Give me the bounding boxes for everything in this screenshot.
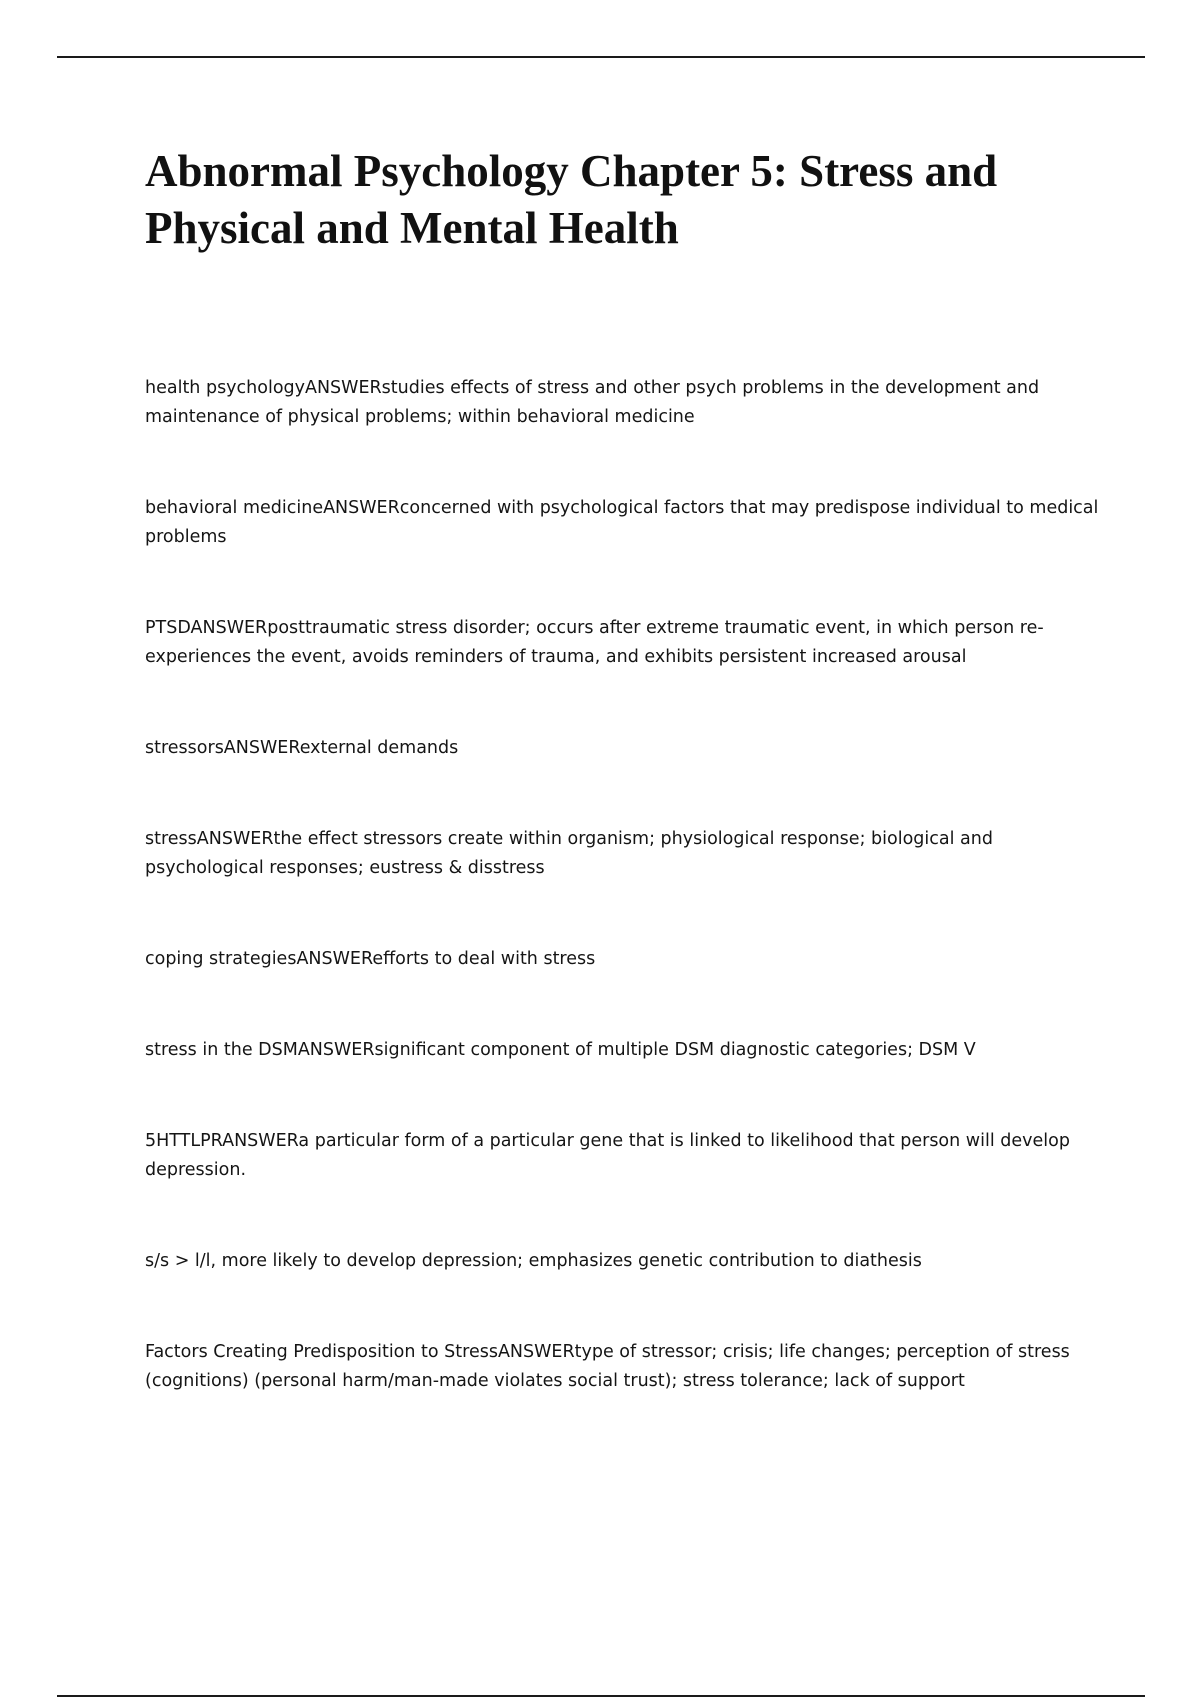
flashcard-entry: Factors Creating Predisposition to StressANSWERtype of stressor; crisis; life changes; perception of stress (cognitions) (personal harm/man-made violates social trust); stress tolerance; lack of support	[145, 1342, 1070, 1391]
flashcard-entry: 5HTTLPRANSWERa particular form of a particular gene that is linked to likelihood that person will develop depression.	[145, 1131, 1070, 1180]
flashcard-entry: stressANSWERthe effect stressors create within organism; physiological response; biological and psychological responses; eustress & disstress	[145, 829, 993, 878]
flashcard-entry: stressorsANSWERexternal demands	[145, 738, 459, 758]
bottom-rule	[57, 1695, 1145, 1697]
flashcard-entry: health psychologyANSWERstudies effects of stress and other psych problems in the development and maintenance of physical problems; within behavioral medicine	[145, 378, 1040, 427]
flashcard-entry: PTSDANSWERposttraumatic stress disorder; occurs after extreme traumatic event, in which person re-experiences the event, avoids reminders of trauma, and exhibits persistent increased arousal	[145, 618, 1044, 667]
flashcard-entry: behavioral medicineANSWERconcerned with psychological factors that may predispose individual to medical problems	[145, 498, 1099, 547]
document-title: Abnormal Psychology Chapter 5: Stress and Physical and Mental Health	[145, 146, 998, 253]
flashcard-list	[145, 374, 1105, 1396]
top-rule	[57, 56, 1145, 58]
flashcard-entry: coping strategiesANSWERefforts to deal with stress	[145, 949, 596, 969]
flashcard-entry: s/s > l/l, more likely to develop depression; emphasizes genetic contribution to diathesis	[145, 1251, 922, 1271]
flashcard-entry: stress in the DSMANSWERsignificant component of multiple DSM diagnostic categories; DSM V	[145, 1040, 976, 1060]
